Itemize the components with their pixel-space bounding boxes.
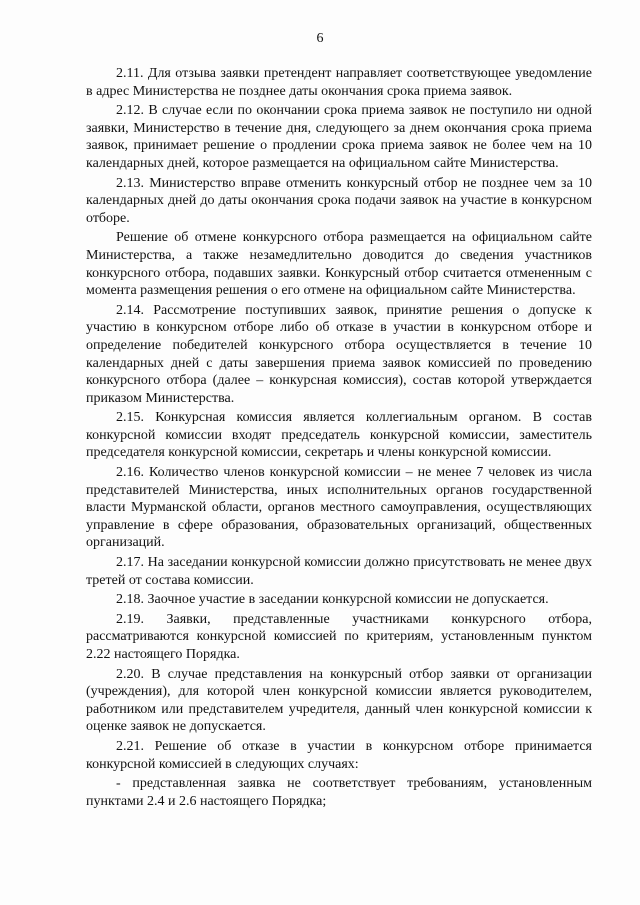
paragraph-list-item: - представленная заявка не соответствует требованиям, установленным пунктами 2.4 и 2.6 настоящего Порядка; xyxy=(86,776,592,809)
paragraph-2-14: 2.14. Рассмотрение поступивших заявок, принятие решения о допуске к участию в конкурсном отборе либо об отказе в участии в конкурсном отборе и определение победителей конкурсного отбора осуществляется в течение 10 календарных дней с даты завершения приема заявок комиссией по проведению конкурсного отбора (далее – конкурсная комиссия), состав которой утверждается приказом Министерства. xyxy=(86,302,592,406)
paragraph-2-16: 2.16. Количество членов конкурсной комиссии – не менее 7 человек из числа представителей Министерства, иных исполнительных органов государственной власти Мурманской области, органов местного самоуправления, осуществляющих управление в сфере образования, образовательных организаций, общественных организаций. xyxy=(86,465,592,551)
page-number: 6 xyxy=(316,31,324,46)
paragraph-2-15: 2.15. Конкурсная комиссия является коллегиальным органом. В состав конкурсной комиссии входят председатель конкурсной комиссии, заместитель председателя конкурсной комиссии, секретарь и члены конкурсной комиссии. xyxy=(86,410,592,461)
paragraph-2-12: 2.12. В случае если по окончании срока приема заявок не поступило ни одной заявки, Министерство в течение дня, следующего за днем окончания срока приема заявок, принимает решение о продлении срока приема заявок не более чем на 10 календарных дней, которое размещается на официальном сайте Министерства. xyxy=(86,103,592,171)
paragraph-2-20: 2.20. В случае представления на конкурсный отбор заявки от организации (учреждения), для которой член конкурсной комиссии является руководителем, работником или представителем учредителя, данный член конкурсной комиссии к оценке заявок не допускается. xyxy=(86,666,592,735)
paragraph-2-17: 2.17. На заседании конкурсной комиссии должно присутствовать не менее двух третей от состава комиссии. xyxy=(86,555,592,588)
paragraph-2-18: 2.18. Заочное участие в заседании конкурсной комиссии не допускается. xyxy=(116,592,549,608)
paragraph-2-11: 2.11. Для отзыва заявки претендент направляет соответствующее уведомление в адрес Министерства не позднее даты окончания срока приема заявок. xyxy=(86,66,592,99)
paragraph-2-13: 2.13. Министерство вправе отменить конкурсный отбор не позднее чем за 10 календарных дней до даты окончания срока подачи заявок на участие в конкурсном отборе. xyxy=(86,175,592,226)
paragraph-2-21: 2.21. Решение об отказе в участии в конкурсном отборе принимается конкурсной комиссией в следующих случаях: xyxy=(86,738,592,772)
paragraph-cancellation-decision: Решение об отмене конкурсного отбора размещается на официальном сайте Министерства, а также незамедлительно доводится до сведения участников конкурсного отбора, подавших заявки. Конкурсный отбор считается отмененным с момента размещения решения о его отмене на официальном сайте Министерства. xyxy=(86,230,592,299)
paragraph-2-19: 2.19. Заявки, представленные участниками конкурсного отбора, рассматриваются конкурсной комиссией по критериям, установленным пунктом 2.22 настоящего Порядка. xyxy=(86,611,592,662)
document-body xyxy=(86,65,592,810)
